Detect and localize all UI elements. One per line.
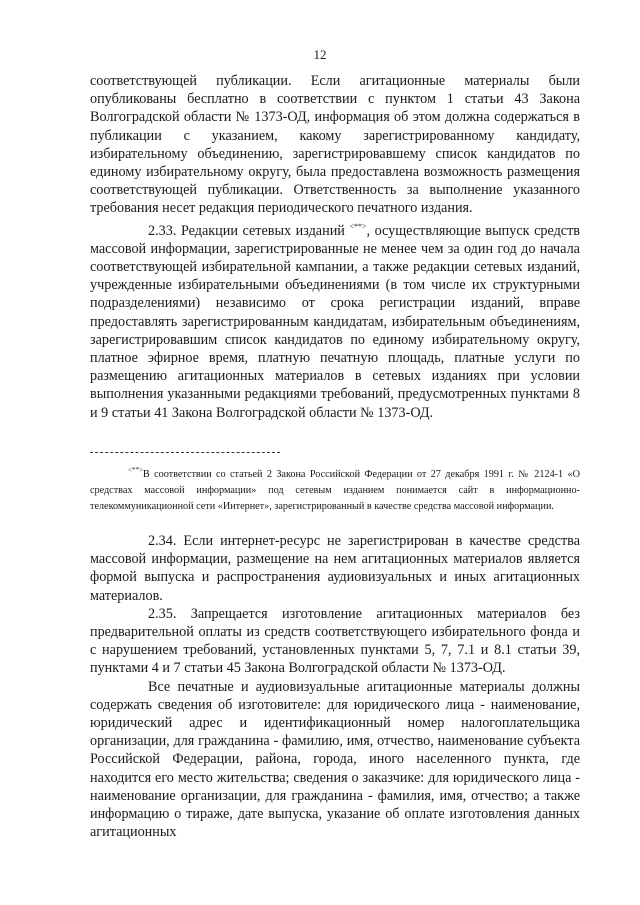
paragraph-manufacturer-info: Все печатные и аудиовизуальные агитационные материалы должны содержать сведения об изготовителе: для юридического лица - наименование, юридический адрес и идентификационный номер налогоплательщика организации, для гражданина - фамилию, имя, отчество, наименование субъекта Российской Федерации, района, города, иного населенного пункта, где находится его место жительства; сведения о заказчике: для юридического лица - наименование организации, для гражданина - фамилия, имя, отчество; а также информацию о тираже, дате выпуска, указание об оплате изготовления данных агитационных [90,678,580,841]
paragraph-2-34: 2.34. Если интернет-ресурс не зарегистрирован в качестве средства массовой информации, размещение на нем агитационных материалов является формой выпуска и распространения аудиовизуальных и иных агитационных материалов. [90,533,580,604]
footnote [90,462,580,515]
paragraph-2-33-start: 2.33. Редакции сетевых изданий [148,222,350,239]
footnote-separator [90,452,280,453]
main-text-top [90,72,580,422]
page-number: 12 [313,47,327,62]
paragraph-2-33 [90,218,580,422]
footnote-marker: <**> [128,466,143,474]
main-text-bottom [90,532,580,841]
paragraph-2-33-rest: , осуществляющие выпуск средств массовой информации, зарегистрированные не менее чем за один год до начала соответствующей избирательной кампании, а также редакции сетевых изданий, учрежденные избирательными объединениями (в том числе их структурными подразделениями) независимо от срока регистрации изданий, вправе предоставлять зарегистрированным кандидатам, избирательным объединениям, зарегистрировавшим список кандидатов по единому избирательному округу, платное эфирное время, платную печатную площадь, платные услуги по размещению агитационных материалов в сетевых изданиях при условии выполнения указанными редакциями требований, предусмотренных пунктами 8 и 9 статьи 41 Закона Волгоградской области № 1373-ОД. [90,222,580,421]
paragraph-2-35: 2.35. Запрещается изготовление агитационных материалов без предварительной оплаты из средств соответствующего избирательного фонда и с нарушением требований, установленных пунктами 5, 7, 7.1 и 8.1 статьи 39, пунктами 4 и 7 статьи 45 Закона Волгоградской области № 1373-ОД. [90,605,580,677]
footnote-text: В соответствии со статьей 2 Закона Российской Федерации от 27 декабря 1991 г. № 2124-1 «О средствах массовой информации» под сетевым изданием понимается сайт в информационно-телекоммуникационной сети «Интернет», зарегистрированный в качестве средства массовой информации. [90,469,580,512]
paragraph-publication-info: соответствующей публикации. Если агитационные материалы были опубликованы бесплатно в соответствии с пунктом 1 статьи 43 Закона Волгоградской области № 1373-ОД, информация об этом должна содержаться в публикации с указанием, какому зарегистрированному кандидату, избирательному объединению, зарегистрировавшему список кандидатов по единому избирательному округу, была предоставлена возможность размещения соответствующей публикации. Ответственность за выполнение указанного требования несет редакция периодического печатного издания. [90,73,580,217]
footnote-ref-marker: <**> [349,221,367,231]
